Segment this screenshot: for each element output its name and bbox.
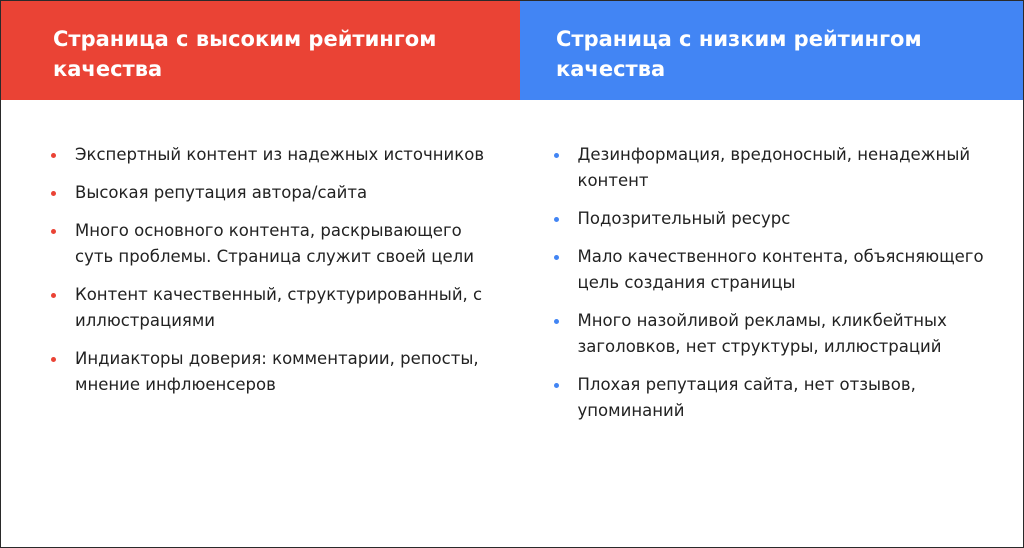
list-item bbox=[554, 142, 1004, 194]
list-item bbox=[554, 372, 1004, 424]
bullet-icon bbox=[554, 153, 559, 158]
bullet-icon bbox=[51, 293, 56, 298]
low-quality-list bbox=[554, 142, 1004, 424]
list-item bbox=[51, 142, 501, 168]
list-item-text: Индиакторы доверия: комментарии, репосты, мнение инфлюенсеров bbox=[75, 349, 479, 394]
list-item-text: Подозрительный ресурс bbox=[577, 209, 791, 228]
high-quality-column bbox=[1, 100, 521, 436]
list-item-text: Контент качественный, структурированный, с иллюстрациями bbox=[75, 285, 483, 330]
low-quality-header: Страница с низким рейтингом качества bbox=[520, 1, 1023, 100]
list-item bbox=[51, 180, 501, 206]
high-quality-header: Страница с высоким рейтингом качества bbox=[1, 1, 520, 100]
list-item bbox=[554, 244, 1004, 296]
bullet-icon bbox=[554, 319, 559, 324]
list-item-text: Много основного контента, раскрывающего суть проблемы. Страница служит своей цели bbox=[75, 221, 474, 266]
list-item-text: Мало качественного контента, объясняющего цель создания страницы bbox=[577, 247, 984, 292]
high-quality-list bbox=[51, 142, 501, 398]
bullet-icon bbox=[554, 217, 559, 222]
list-item bbox=[51, 218, 501, 270]
bullet-icon bbox=[51, 357, 56, 362]
list-item-text: Много назойливой рекламы, кликбейтных заголовков, нет структуры, иллюстраций bbox=[577, 311, 947, 356]
list-item bbox=[51, 346, 501, 398]
bullet-icon bbox=[51, 229, 56, 234]
header-row bbox=[1, 1, 1023, 100]
bullet-icon bbox=[554, 255, 559, 260]
bullet-icon bbox=[51, 191, 56, 196]
list-item-text: Экспертный контент из надежных источников bbox=[75, 145, 485, 164]
list-item-text: Плохая репутация сайта, нет отзывов, упоминаний bbox=[577, 375, 916, 420]
bullet-icon bbox=[554, 383, 559, 388]
list-item bbox=[554, 308, 1004, 360]
list-item bbox=[554, 206, 1004, 232]
list-item-text: Дезинформация, вредоносный, ненадежный контент bbox=[577, 145, 971, 190]
list-item bbox=[51, 282, 501, 334]
low-quality-column bbox=[521, 100, 1024, 436]
body-row bbox=[1, 100, 1023, 436]
list-item-text: Высокая репутация автора/сайта bbox=[75, 183, 368, 202]
bullet-icon bbox=[51, 153, 56, 158]
